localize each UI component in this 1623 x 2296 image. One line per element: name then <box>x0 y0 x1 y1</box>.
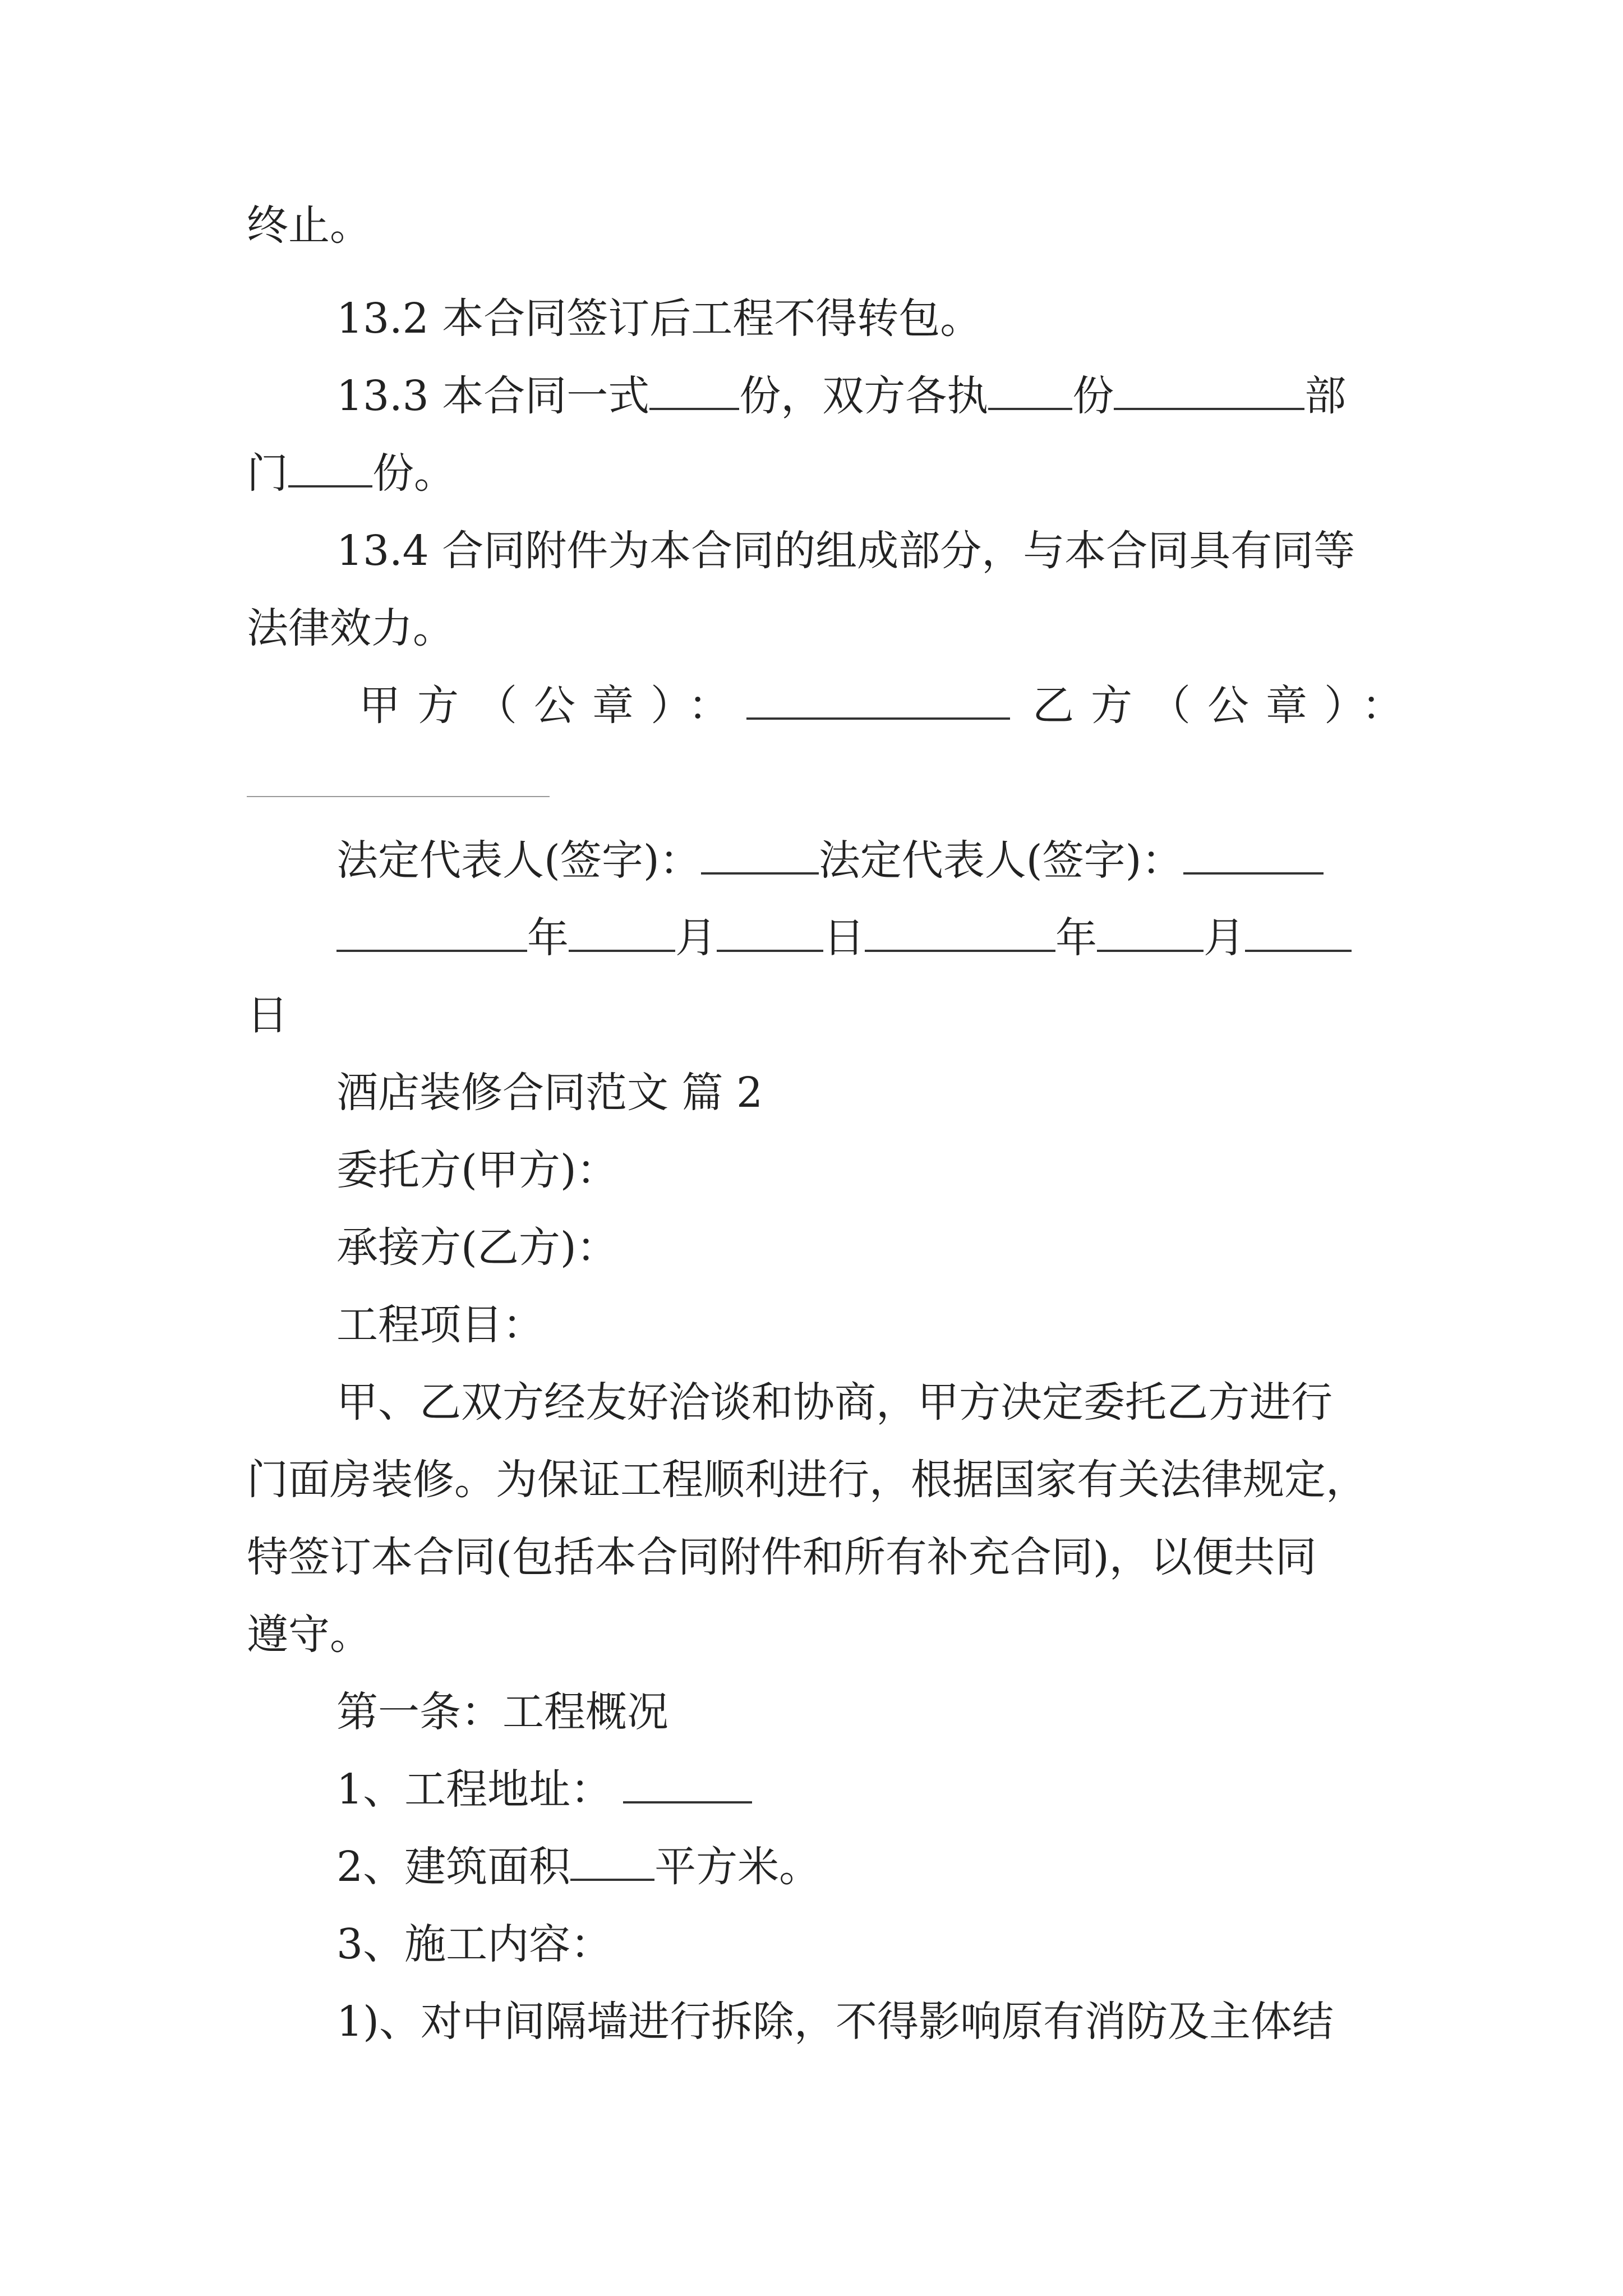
legal-rep-line: 法定代表人(签字)： 法定代表人(签字)： <box>336 832 1324 889</box>
year-blank <box>336 910 527 952</box>
paragraph-line: 特签订本合同(包括本合同附件和所有补充合同)，以便共同 <box>247 1533 1317 1581</box>
building-area: 2、建筑面积 平方米。 <box>336 1839 820 1895</box>
blank-line <box>988 369 1072 410</box>
date-line: 年 月 日 年 月 <box>336 910 1352 966</box>
party-a-signature-blank <box>701 833 819 875</box>
paragraph-line: 1)、对中间隔墙进行拆除，不得影响原有消防及主体结 <box>336 1998 1334 2046</box>
section-title: 酒店装修合同范文 篇 2 <box>336 1069 763 1117</box>
address-blank <box>623 1762 752 1803</box>
contractor-party: 承接方(乙方)： <box>336 1223 618 1272</box>
paragraph-line: 门面房装修。为保证工程顺利进行，根据国家有关法律规定， <box>247 1456 1367 1504</box>
clause-13-4: 13.4 合同附件为本合同的组成部分，与本合同具有同等 <box>336 527 1355 575</box>
party-b-signature-blank <box>1183 833 1324 875</box>
clause-13-2: 13.2 本合同签订后工程不得转包。 <box>336 295 982 343</box>
blank-line <box>288 446 372 487</box>
paragraph-line: 终止。 <box>247 201 371 250</box>
party-b-seal-blank-row <box>247 755 550 811</box>
blank-line <box>1114 369 1304 410</box>
party-b-seal-blank <box>247 757 550 797</box>
party-a-seal-blank <box>746 678 1010 720</box>
month-blank <box>1097 910 1204 952</box>
month-blank <box>569 910 675 952</box>
paragraph-line: 遵守。 <box>247 1611 371 1659</box>
construction-content: 3、施工内容： <box>336 1920 612 1968</box>
project-address: 1、工程地址： <box>336 1761 752 1818</box>
day-blank <box>1245 910 1352 952</box>
paragraph-line: 日 <box>247 991 288 1039</box>
blank-line <box>649 369 739 410</box>
paragraph-line: 门 份。 <box>247 445 455 501</box>
paragraph-line: 法律效力。 <box>247 604 454 652</box>
clause-13-3: 13.3 本合同一式 份，双方各执 份 部 <box>336 368 1346 424</box>
paragraph-line: 甲、乙双方经友好洽谈和协商，甲方决定委托乙方进行 <box>336 1378 1332 1427</box>
party-seal-line: 甲方（公章）： 乙方（公章）： <box>359 678 1420 734</box>
area-blank <box>570 1839 654 1881</box>
day-blank <box>717 910 823 952</box>
project-item: 工程项目： <box>336 1301 544 1349</box>
client-party: 委托方(甲方)： <box>336 1146 618 1194</box>
article-heading: 第一条：工程概况 <box>336 1688 668 1736</box>
year-blank <box>865 910 1055 952</box>
